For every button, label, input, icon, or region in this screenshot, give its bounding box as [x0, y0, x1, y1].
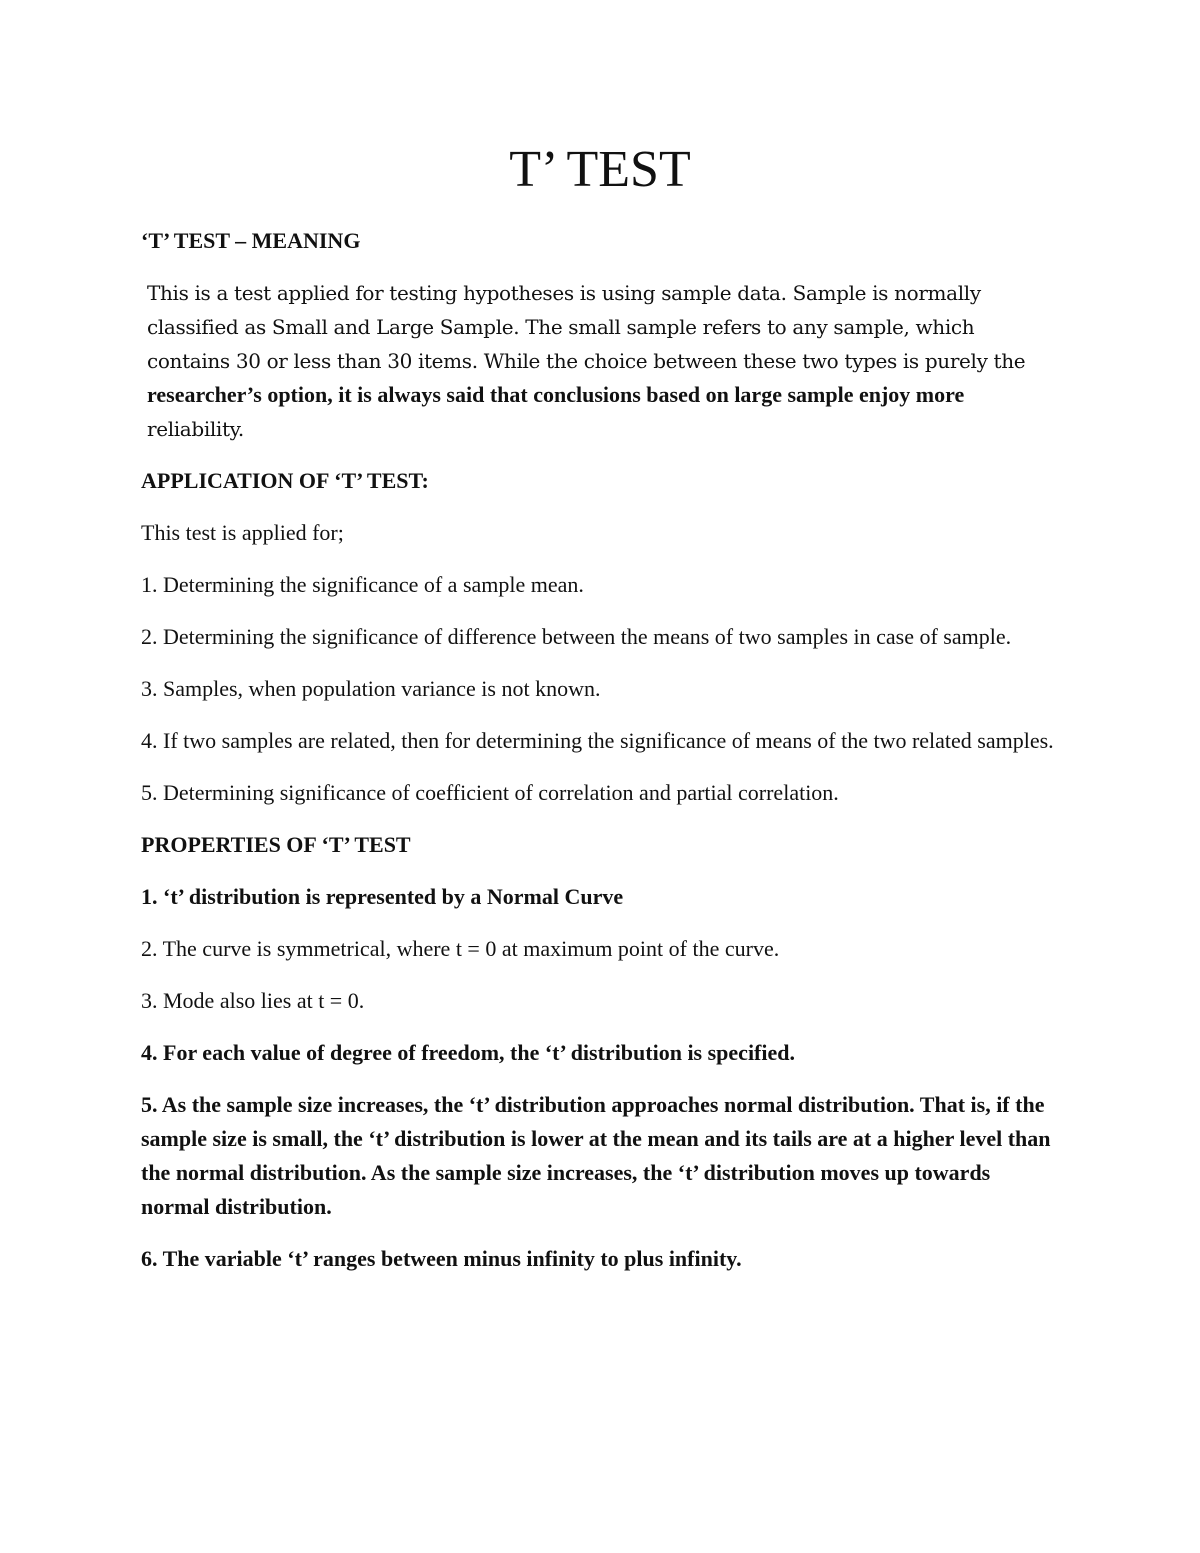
meaning-paragraph: [141, 276, 1061, 446]
meaning-text-part3: reliability.: [147, 417, 244, 441]
property-item-1: 1. ‘t’ distribution is represented by a Normal Curve: [141, 884, 624, 909]
property-item-2: 2. The curve is symmetrical, where t = 0 at maximum point of the curve.: [141, 936, 780, 961]
property-item-3: 3. Mode also lies at t = 0.: [141, 988, 365, 1013]
application-heading: APPLICATION OF ‘T’ TEST:: [141, 468, 429, 493]
application-item-1: 1. Determining the significance of a sample mean.: [141, 572, 584, 597]
properties-heading: PROPERTIES OF ‘T’ TEST: [141, 832, 411, 857]
property-item-5: 5. As the sample size increases, the ‘t’ distribution approaches normal distribution. That is, if the sample size is small, the ‘t’ distribution is lower at the mean and its tails are at a higher level than the normal distribution. As the sample size increases, the ‘t’ distribution moves up towards normal distribution.: [141, 1092, 1051, 1219]
meaning-text-part2: researcher’s option, it is always said that conclusions based on large sample enjoy more: [147, 382, 965, 407]
page-title: T’ TEST: [509, 141, 691, 198]
application-item-2: 2. Determining the significance of difference between the means of two samples in case of sample.: [141, 624, 1012, 649]
property-item-6: 6. The variable ‘t’ ranges between minus infinity to plus infinity.: [141, 1246, 742, 1271]
document-body: [141, 224, 1061, 1294]
application-item-3: 3. Samples, when population variance is not known.: [141, 676, 601, 701]
application-intro: This test is applied for;: [141, 520, 344, 545]
property-item-4: 4. For each value of degree of freedom, the ‘t’ distribution is specified.: [141, 1040, 795, 1065]
meaning-heading: ‘T’ TEST – MEANING: [141, 228, 361, 253]
meaning-text-part1: This is a test applied for testing hypotheses is using sample data. Sample is normally classified as Small and Large Sample. The small sample refers to any sample, which contains 30 or less than 30 items. While the choice between these two types is purely the: [147, 281, 1026, 373]
application-item-5: 5. Determining significance of coefficient of correlation and partial correlation.: [141, 780, 839, 805]
application-item-4: 4. If two samples are related, then for determining the significance of means of the two related samples.: [141, 728, 1054, 753]
